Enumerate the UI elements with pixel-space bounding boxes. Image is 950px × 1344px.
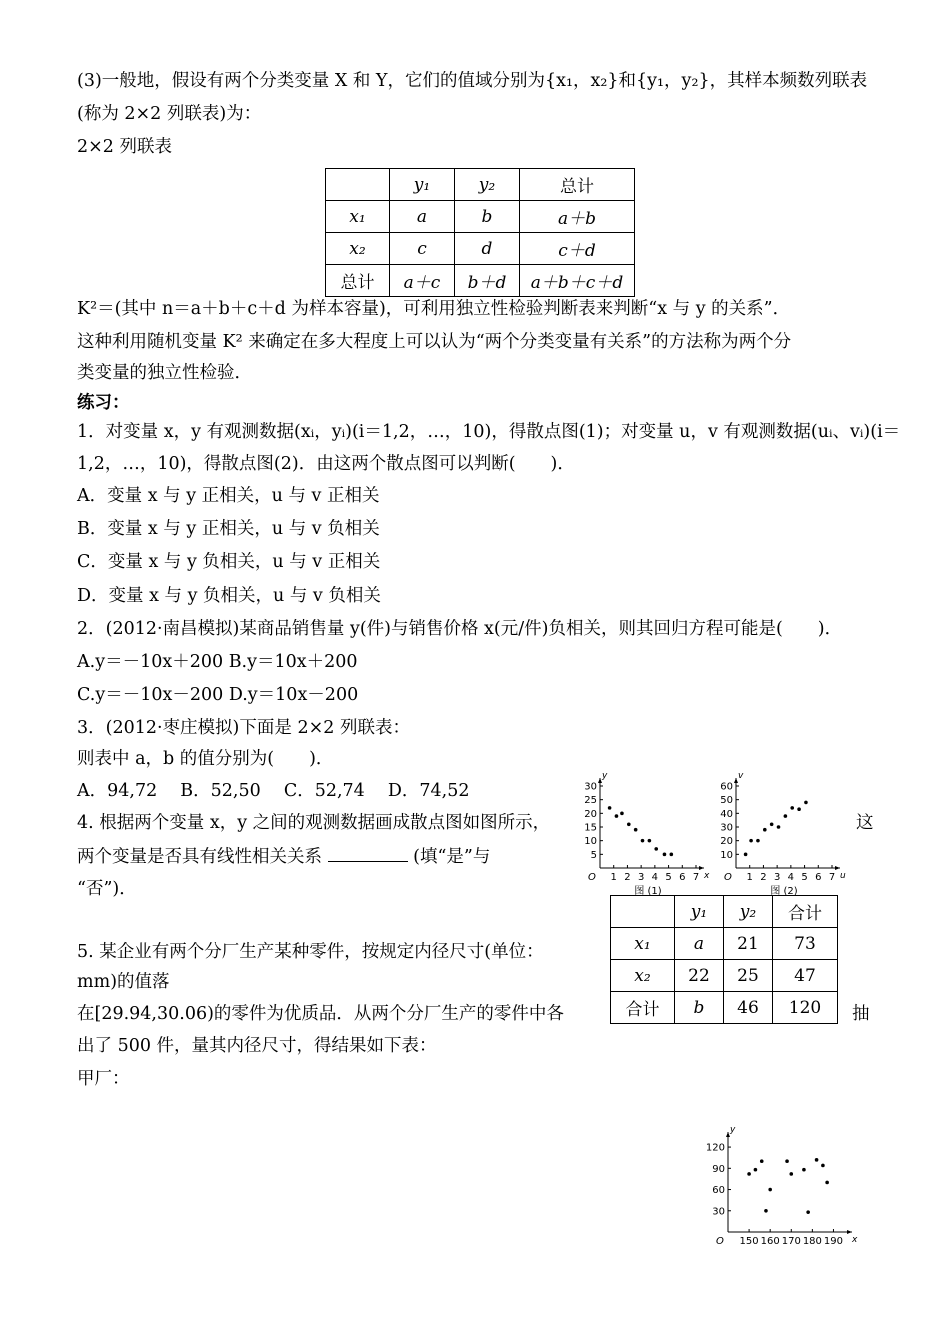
answer-blank [328, 845, 408, 862]
data-point [763, 828, 767, 832]
table-cell: b＋d [455, 265, 520, 297]
y-tick-label: 60 [712, 1185, 725, 1197]
table-cell: b [675, 992, 724, 1024]
intro-line-2: (称为 2×2 列联表)为： [77, 104, 262, 124]
data-point [797, 807, 801, 811]
table-cell: 21 [724, 928, 773, 960]
table-cell: 合计 [611, 992, 675, 1024]
y-tick-label: 20 [584, 808, 597, 820]
table-header-row [611, 896, 838, 928]
k2-line-2: 这种利用随机变量 K² 来确定在多大程度上可以认为“两个分类变量有关系”的方法称为两个分 [77, 332, 792, 352]
table-cell: x₂ [326, 233, 390, 265]
q3-line-2: 则表中 a，b 的值分别为( )． [77, 749, 334, 769]
table-cell: x₁ [611, 928, 675, 960]
x-axis-label: x [704, 871, 710, 881]
table-cell: a＋c [390, 265, 455, 297]
q5-line-4: 出了 500 件，量其内径尺寸，得结果如下表： [77, 1036, 437, 1056]
q5-line-2: mm)的值落 [77, 972, 170, 992]
q2-line-2: A.y＝－10x＋200 B.y＝10x＋200 [77, 652, 358, 672]
table-cell [611, 896, 675, 928]
x-axis-label: x [852, 1235, 858, 1245]
q4-line-1: 4. 根据两个变量 x，y 之间的观测数据画成散点图如图所示， [77, 813, 551, 833]
data-point [790, 806, 794, 810]
intro-line-3: 2×2 列联表 [77, 137, 172, 157]
table-cell [326, 169, 390, 201]
data-point [821, 1164, 825, 1168]
q1-option-c: C．变量 x 与 y 负相关，u 与 v 正相关 [77, 552, 381, 572]
data-point [768, 1188, 772, 1192]
data-point [670, 853, 674, 857]
table-cell: d [455, 233, 520, 265]
q4-line-2-end: (填“是”与 [413, 847, 491, 867]
table-cell: 46 [724, 992, 773, 1024]
scatter-plot-3 [700, 1126, 860, 1248]
q5-line-5: 甲厂： [77, 1069, 130, 1089]
q4-line-2 [77, 845, 490, 868]
table-cell: 25 [724, 960, 773, 992]
data-point [785, 1159, 789, 1163]
intro-line-1: (3)一般地，假设有两个分类变量 X 和 Y，它们的值域分别为{x₁，x₂}和{y₁，y₂}，其样本频数列联表 [77, 71, 868, 91]
x-axis-arrow [835, 866, 840, 870]
data-point [756, 839, 760, 843]
q1-line-1: 1．对变量 x，y 有观测数据(xᵢ，yᵢ)(i＝1,2，…，10)，得散点图(1)；对变量 u，v 有观测数据(uᵢ、vᵢ)(i＝ [77, 422, 901, 442]
table-cell: a [675, 928, 724, 960]
q4-line-1-end: 这 [856, 813, 874, 833]
q3-line-3: A．94,72 B．52,50 C．52,74 D．74,52 [77, 781, 470, 801]
contingency-table-1 [325, 168, 635, 297]
y-tick-label: 25 [584, 795, 597, 807]
table-cell: 合计 [773, 896, 838, 928]
table-cell: 总计 [326, 265, 390, 297]
table-cell: y₂ [455, 169, 520, 201]
table-cell: x₂ [611, 960, 675, 992]
x-tick-label: 160 [760, 1236, 780, 1247]
figure-caption: 图 (2) [770, 886, 798, 897]
contingency-table-2 [610, 895, 838, 1024]
data-point [760, 1159, 764, 1163]
table-cell: 总计 [520, 169, 635, 201]
x-axis-label: u [840, 871, 846, 881]
table-cell: c＋d [520, 233, 635, 265]
x-tick-label: 7 [692, 872, 700, 883]
data-point [747, 1172, 751, 1176]
x-tick-label: 4 [651, 872, 659, 883]
table-cell: y₂ [724, 896, 773, 928]
data-point [764, 1209, 768, 1213]
q1-line-2: 1,2，…，10)，得散点图(2)．由这两个散点图可以判断( )． [77, 454, 575, 474]
figure-caption: 图 (1) [634, 886, 662, 897]
table-cell: y₁ [390, 169, 455, 201]
data-point [825, 1181, 829, 1185]
table-cell: a [390, 201, 455, 233]
data-point [754, 1168, 758, 1172]
y-tick-label: 15 [584, 822, 597, 834]
table-cell: a＋b＋c＋d [520, 265, 635, 297]
table-header-row [326, 169, 635, 201]
data-point [815, 1158, 819, 1162]
table-row [326, 265, 635, 297]
q3-line-1: 3．(2012·枣庄模拟)下面是 2×2 列联表： [77, 718, 410, 738]
data-point [615, 814, 619, 818]
scatter-plot-1 [578, 766, 710, 897]
x-tick-label: 190 [823, 1236, 844, 1247]
x-axis-arrow [699, 866, 704, 870]
x-tick-label: 6 [679, 872, 686, 883]
y-tick-label: 30 [720, 822, 733, 834]
x-tick-label: 7 [828, 872, 836, 883]
table-row [611, 960, 838, 992]
origin-label: O [716, 1236, 724, 1247]
x-tick-label: 2 [760, 872, 767, 883]
table-cell: a＋b [520, 201, 635, 233]
x-tick-label: 3 [637, 872, 645, 883]
data-point [641, 839, 645, 843]
x-tick-label: 170 [781, 1236, 801, 1247]
data-point [654, 847, 658, 851]
x-tick-label: 5 [665, 872, 672, 883]
q1-option-a: A．变量 x 与 y 正相关，u 与 v 正相关 [77, 486, 380, 506]
y-axis-label: y [730, 1125, 736, 1135]
q1-option-d: D．变量 x 与 y 负相关，u 与 v 负相关 [77, 586, 381, 606]
y-tick-label: 20 [720, 836, 733, 848]
q4-line-2-text: 两个变量是否具有线性相关关系 [77, 847, 322, 867]
q5-line-3: 在[29.94,30.06)的零件为优质品．从两个分厂生产的零件中各 [77, 1004, 564, 1024]
q5-line-1: 5. 某企业有两个分厂生产某种零件，按规定内径尺寸(单位： [77, 942, 544, 962]
y-tick-label: 90 [712, 1163, 725, 1175]
data-point [806, 1210, 810, 1214]
data-point [744, 853, 748, 857]
y-tick-label: 5 [590, 849, 597, 861]
y-tick-label: 50 [720, 795, 733, 807]
x-tick-label: 1 [746, 872, 753, 883]
y-tick-label: 40 [720, 808, 733, 820]
y-tick-label: 10 [584, 836, 597, 848]
k2-line-1: K²＝(其中 n＝a＋b＋c＋d 为样本容量)，可利用独立性检验判断表来判断“x 与 y 的关系”． [77, 299, 791, 319]
data-point [802, 1168, 806, 1172]
x-tick-label: 4 [787, 872, 795, 883]
q4-line-3: “否”)． [77, 879, 137, 899]
x-tick-label: 3 [773, 872, 781, 883]
q2-line-1: 2．(2012·南昌模拟)某商品销售量 y(件)与销售价格 x(元/件)负相关，则其回归方程可能是( )． [77, 619, 843, 639]
table-cell: 47 [773, 960, 838, 992]
table-cell: 22 [675, 960, 724, 992]
data-point [789, 1172, 793, 1176]
origin-label: O [724, 872, 732, 883]
k2-line-3: 类变量的独立性检验． [77, 363, 252, 383]
data-point [648, 839, 652, 843]
table-cell: c [390, 233, 455, 265]
table-cell: 120 [773, 992, 838, 1024]
x-tick-label: 150 [739, 1236, 759, 1247]
table-row [326, 233, 635, 265]
table-row [326, 201, 635, 233]
exercise-title: 练习： [77, 393, 130, 413]
x-tick-label: 1 [610, 872, 617, 883]
data-point [804, 801, 808, 805]
y-axis-label: v [738, 771, 744, 781]
table-cell: b [455, 201, 520, 233]
scatter-plot-2 [712, 766, 844, 896]
x-tick-label: 180 [802, 1236, 822, 1247]
y-tick-label: 120 [705, 1142, 725, 1154]
table-row [611, 992, 838, 1024]
table-row [611, 928, 838, 960]
x-axis-arrow [847, 1230, 852, 1234]
data-point [634, 828, 638, 832]
data-point [784, 814, 788, 818]
data-point [608, 806, 612, 810]
table-cell: 73 [773, 928, 838, 960]
x-tick-label: 5 [801, 872, 808, 883]
data-point [777, 825, 781, 829]
data-point [620, 812, 624, 816]
y-tick-label: 60 [720, 781, 733, 793]
q5-line-3-end: 抽 [852, 1004, 870, 1024]
x-tick-label: 6 [815, 872, 822, 883]
y-tick-label: 10 [720, 849, 733, 861]
data-point [663, 853, 667, 857]
x-tick-label: 2 [624, 872, 631, 883]
origin-label: O [588, 872, 596, 883]
q2-line-3: C.y＝－10x－200 D.y＝10x－200 [77, 685, 359, 705]
y-tick-label: 30 [584, 781, 597, 793]
data-point [770, 822, 774, 826]
data-point [749, 839, 753, 843]
data-point [627, 822, 631, 826]
table-cell: x₁ [326, 201, 390, 233]
table-cell: y₁ [675, 896, 724, 928]
y-axis-label: y [602, 771, 608, 781]
q1-option-b: B．变量 x 与 y 正相关，u 与 v 负相关 [77, 519, 380, 539]
y-tick-label: 30 [712, 1206, 725, 1218]
